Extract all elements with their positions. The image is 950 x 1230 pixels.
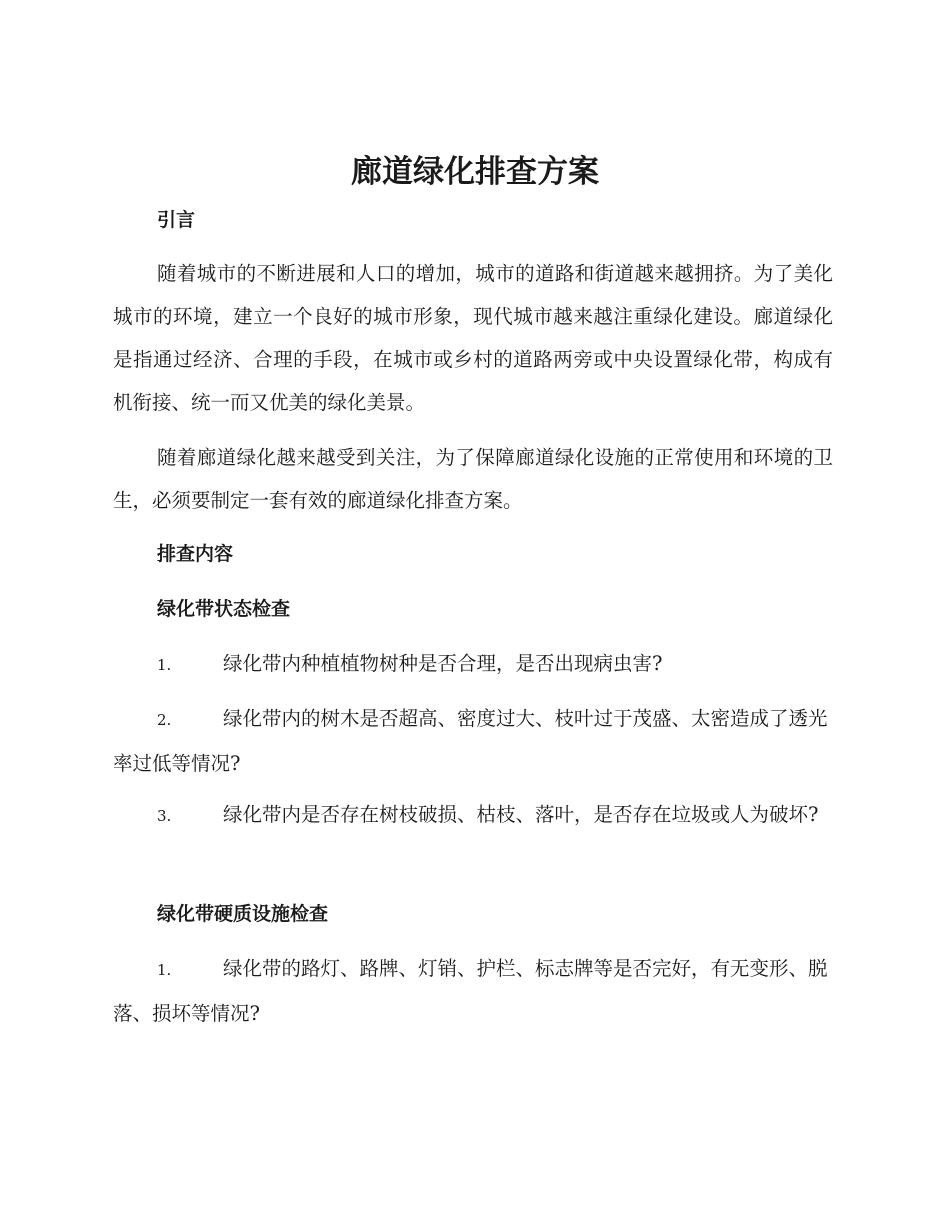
list-item-number: 1. xyxy=(157,656,172,674)
list-item xyxy=(113,697,833,785)
list-item-text: 绿化带的路灯、路牌、灯销、护栏、标志牌等是否完好，有无变形、脱落、损坏等情况? xyxy=(113,957,828,1025)
paragraph-intro-1: 随着城市的不断进展和人口的增加，城市的道路和街道越来越拥挤。为了美化城市的环境，建立一个良好的城市形象，现代城市越来越注重绿化建设。廊道绿化是指通过经济、合理的手段，在城市或乡村的道路两旁或中央设置绿化带，构成有机衔接、统一而又优美的绿化美景。 xyxy=(113,262,833,414)
list-item xyxy=(113,947,833,1035)
heading-content: 排查内容 xyxy=(157,543,234,565)
list-item xyxy=(113,642,833,687)
heading-facility-check: 绿化带硬质设施检查 xyxy=(157,903,329,925)
list-item-number: 3. xyxy=(157,807,172,825)
paragraph-intro-2: 随着廊道绿化越来越受到关注，为了保障廊道绿化设施的正常使用和环境的卫生，必须要制定一套有效的廊道绿化排查方案。 xyxy=(113,446,833,512)
list-item-text: 绿化带内的树木是否超高、密度过大、枝叶过于茂盛、太密造成了透光率过低等情况? xyxy=(113,707,828,775)
list-item-text: 绿化带内是否存在树枝破损、枯枝、落叶，是否存在垃圾或人为破坏? xyxy=(223,803,819,826)
list-item xyxy=(113,793,833,838)
list-item-number: 1. xyxy=(157,961,172,979)
heading-status-check: 绿化带状态检查 xyxy=(157,598,291,620)
list-item-text: 绿化带内种植植物树种是否合理，是否出现病虫害? xyxy=(223,652,663,675)
list-item-number: 2. xyxy=(157,711,172,729)
document-title: 廊道绿化排查方案 xyxy=(351,154,599,190)
heading-intro: 引言 xyxy=(157,209,196,231)
